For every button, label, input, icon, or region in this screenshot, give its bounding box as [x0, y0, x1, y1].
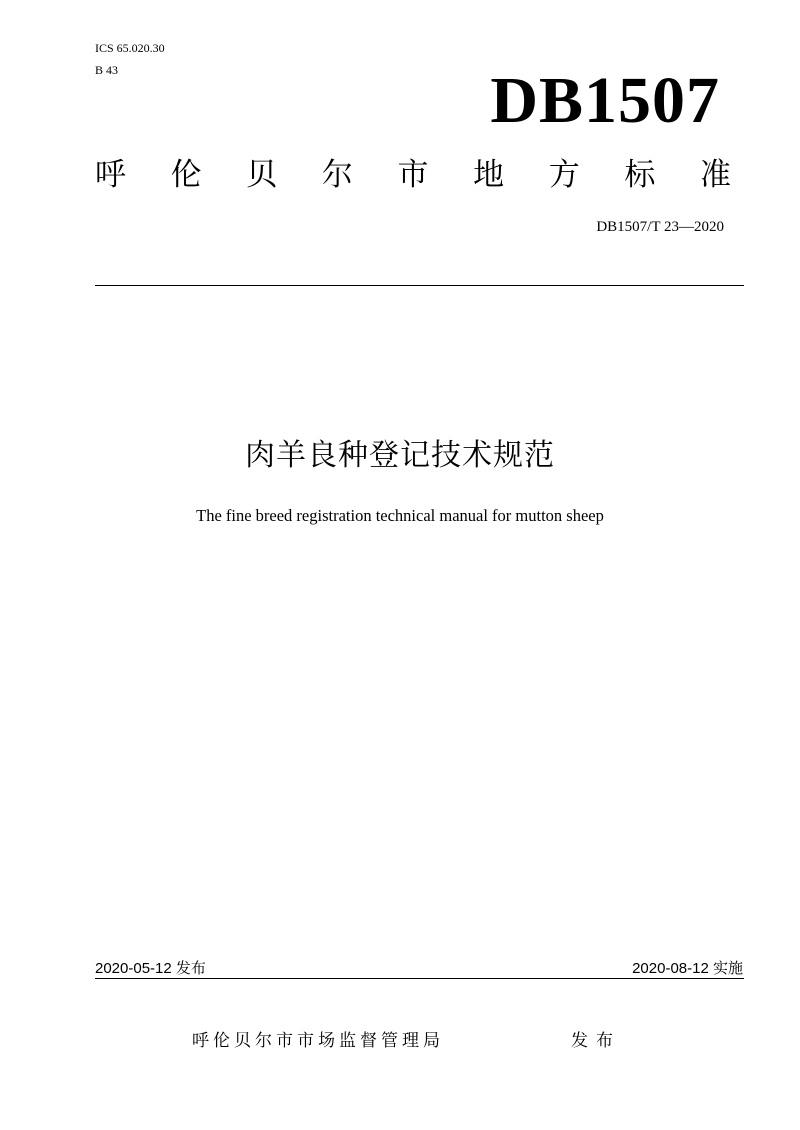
standard-type-char: 呼: [95, 157, 126, 193]
db-code: DB1507: [490, 64, 720, 137]
standard-number: DB1507/T 23—2020: [596, 219, 724, 235]
standard-type-char: 标: [624, 157, 656, 193]
top-divider: [95, 285, 744, 286]
standard-type-char: 尔: [321, 157, 353, 193]
standard-type-char: 地: [473, 157, 505, 193]
publisher: 呼伦贝尔市市场监督管理局: [192, 1031, 444, 1051]
standard-type: [95, 155, 731, 195]
title-english: The fine breed registration technical manual for mutton sheep: [196, 506, 604, 525]
implement-date: 2020-08-12 实施: [632, 960, 743, 977]
bottom-divider: [95, 978, 744, 979]
ccs-code: B 43: [95, 63, 119, 77]
standard-type-char: 伦: [170, 157, 202, 193]
publish-word: 发布: [571, 1031, 621, 1051]
standard-type-char: 贝: [246, 157, 278, 193]
standard-type-char: 准: [700, 157, 731, 193]
standard-type-char: 方: [548, 157, 580, 193]
issue-date: 2020-05-12 发布: [95, 960, 206, 977]
ics-code: ICS 65.020.30: [95, 41, 165, 55]
standard-type-char: 市: [397, 157, 429, 193]
title-chinese: 肉羊良种登记技术规范: [245, 438, 555, 473]
